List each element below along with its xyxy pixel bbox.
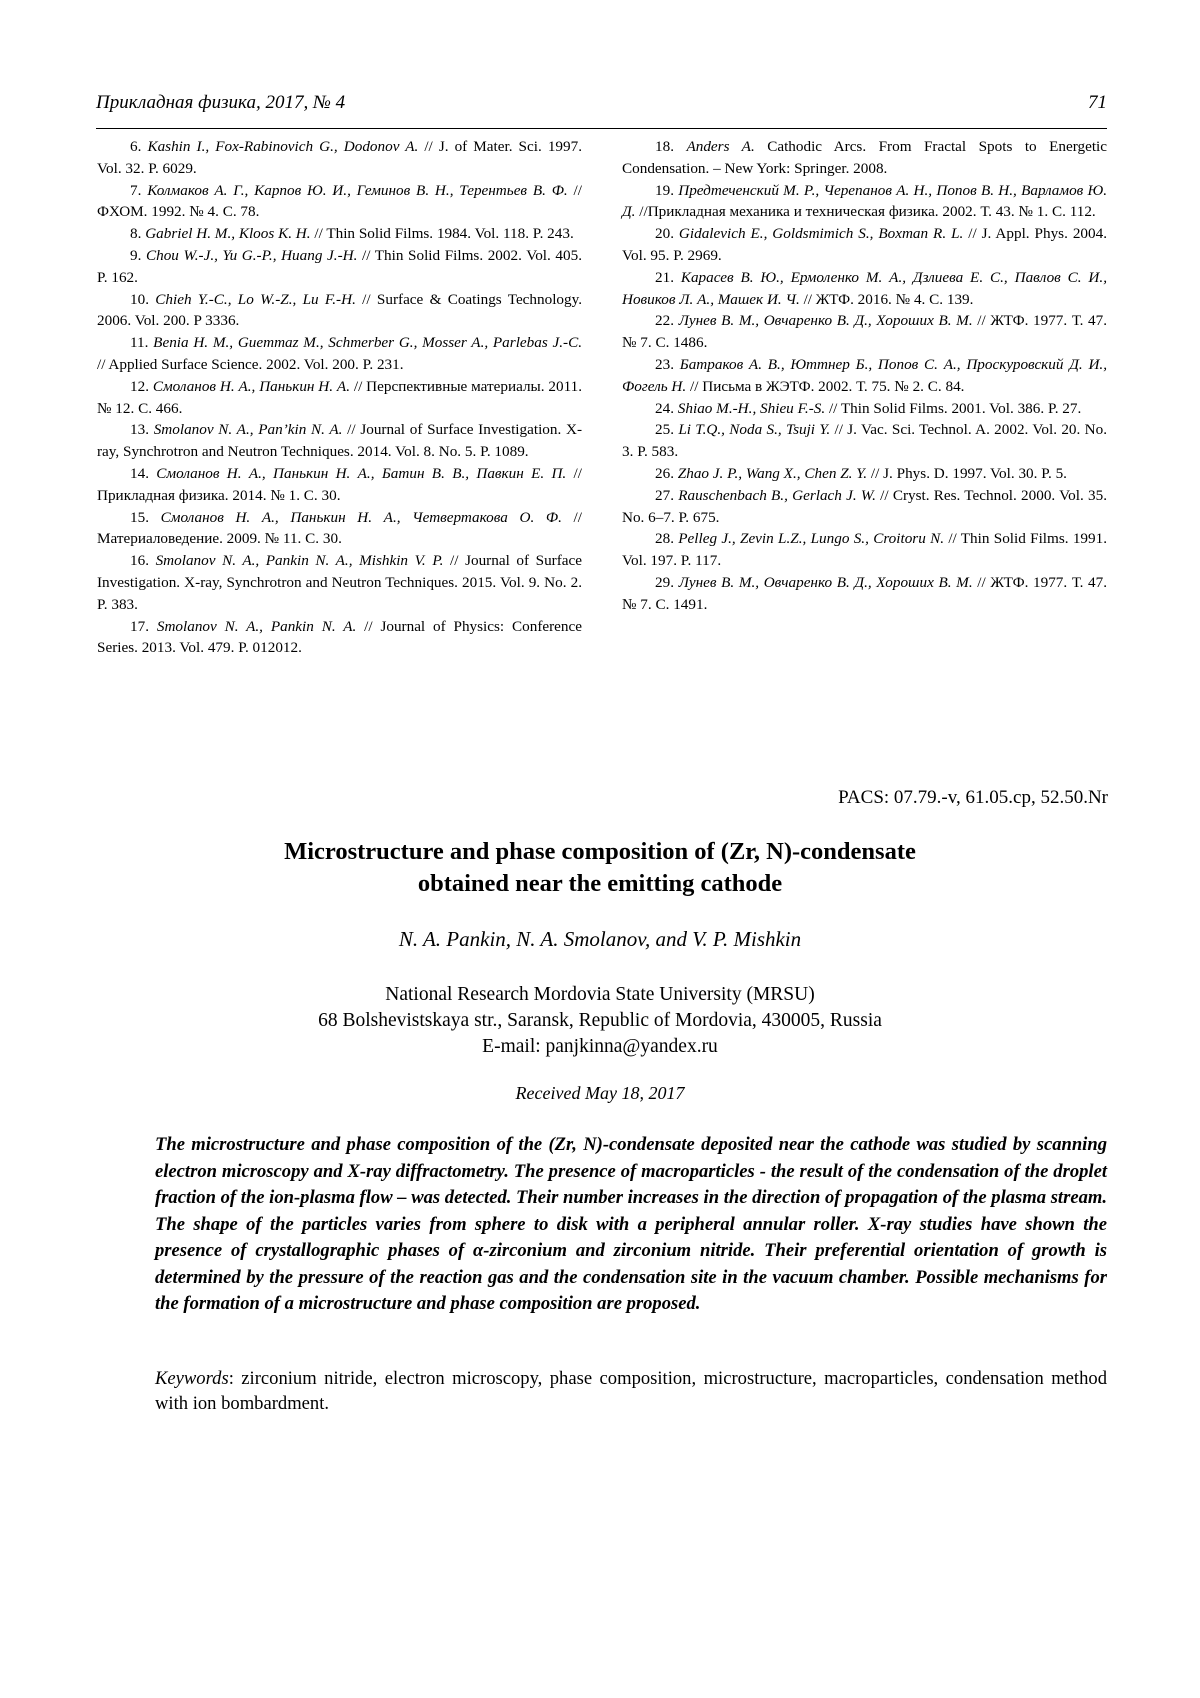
reference-source: // Thin Solid Films. 1984. Vol. 118. P. 243. <box>310 225 574 243</box>
reference-item <box>97 463 582 507</box>
journal-name: Прикладная физика, 2017, № 4 <box>96 92 346 113</box>
reference-source: // Thin Solid Films. 2001. Vol. 386. P. 27. <box>825 399 1082 417</box>
reference-item <box>97 376 582 420</box>
running-header <box>96 92 1107 129</box>
reference-item <box>622 180 1107 224</box>
reference-authors: Смоланов Н. А., Панькин Н. А., Батин В. В., Павкин Е. П. <box>156 464 567 482</box>
reference-authors: Benia H. M., Guemmaz M., Schmerber G., Mosser A., Parlebas J.-C. <box>153 334 583 352</box>
reference-item <box>622 528 1107 572</box>
reference-number: 13. <box>130 421 149 439</box>
reference-source: // Journal of Surface Investigation. X-ray, Synchrotron and Neutron Techniques. 2015. Vol. 9. No. 2. P. 383. <box>97 552 583 613</box>
reference-number: 21. <box>655 268 674 286</box>
references-left-column <box>97 136 582 659</box>
reference-authors: Shiao M.-H., Shieu F.-S. <box>677 399 826 417</box>
reference-authors: Pelleg J., Zevin L.Z., Lungo S., Croitoru N. <box>678 530 945 548</box>
reference-item <box>97 180 582 224</box>
reference-authors: Gidalevich E., Goldsmimich S., Boxman R. L. <box>678 225 964 243</box>
reference-authors: Smolanov N. A., Pan’kin N. A. <box>153 421 343 439</box>
page-number: 71 <box>1088 92 1107 113</box>
reference-item <box>97 289 582 333</box>
reference-source: // ЖТФ. 1977. Т. 47. № 7. С. 1486. <box>622 312 1107 352</box>
affiliation-address: 68 Bolshevistskaya str., Saransk, Republic of Mordovia, 430005, Russia <box>318 1010 882 1031</box>
reference-authors: Смоланов Н. А., Панькин Н. А. <box>152 377 351 395</box>
reference-number: 6. <box>130 138 142 155</box>
reference-source: // Cryst. Res. Technol. 2000. Vol. 35. No. 6–7. P. 675. <box>622 486 1107 526</box>
reference-authors: Предтеченский М. Р., Черепанов А. Н., Попов В. Н., Варламов Ю. Д. <box>622 181 1108 221</box>
reference-item <box>97 616 582 660</box>
reference-source: // Прикладная физика. 2014. № 1. С. 30. <box>97 464 582 504</box>
affiliation-email: E-mail: panjkinna@yandex.ru <box>482 1036 718 1057</box>
reference-number: 23. <box>655 355 674 373</box>
reference-authors: Li T.Q., Noda S., Tsuji Y. <box>678 421 831 439</box>
reference-source: // Journal of Surface Investigation. X-ray, Synchrotron and Neutron Techniques. 2014. Vol. 8. No. 5. P. 1089. <box>97 421 583 461</box>
reference-authors: Лунев В. М., Овчаренко В. Д., Хороших В. М. <box>678 573 973 591</box>
reference-source: // Thin Solid Films. 1991. Vol. 197. P. 117. <box>622 530 1107 570</box>
reference-number: 12. <box>130 377 149 395</box>
reference-item <box>97 136 582 180</box>
reference-source: // Thin Solid Films. 2002. Vol. 405. P. 162. <box>97 246 582 286</box>
reference-authors: Chou W.-J., Yu G.-P., Huang J.-H. <box>145 246 358 264</box>
reference-authors: Gabriel H. M., Kloos K. H. <box>145 225 311 243</box>
received-date: Received May 18, 2017 <box>515 1083 685 1103</box>
reference-authors: Anders A. <box>686 138 755 155</box>
reference-number: 18. <box>655 138 674 155</box>
affiliation <box>0 982 1200 1060</box>
reference-item <box>622 310 1107 354</box>
article-title-line: obtained near the emitting cathode <box>417 870 783 897</box>
article-authors: N. A. Pankin, N. A. Smolanov, and V. P. Mishkin <box>398 927 802 951</box>
article-title <box>0 836 1200 900</box>
reference-authors: Лунев В. М., Овчаренко В. Д., Хороших В. М. <box>678 312 973 330</box>
reference-source: // J. Vac. Sci. Technol. A. 2002. Vol. 20. No. 3. P. 583. <box>622 421 1107 461</box>
reference-source: // ЖТФ. 1977. Т. 47. № 7. С. 1491. <box>622 573 1107 613</box>
reference-authors: Колмаков А. Г., Карпов Ю. И., Геминов В. Н., Терентьев В. Ф. <box>147 181 568 199</box>
reference-item <box>622 419 1107 463</box>
reference-number: 16. <box>130 552 149 570</box>
reference-number: 14. <box>130 464 149 482</box>
reference-number: 22. <box>655 312 674 330</box>
reference-item <box>622 136 1107 180</box>
keywords-text: : zirconium nitride, electron microscopy, phase composition, microstructure, macroparticles, condensation method with ion bombardment. <box>155 1368 1107 1414</box>
reference-item <box>97 507 582 551</box>
reference-source: // Материаловедение. 2009. № 11. С. 30. <box>97 508 582 548</box>
reference-number: 26. <box>655 464 674 482</box>
reference-source: // ФХОМ. 1992. № 4. С. 78. <box>97 181 582 221</box>
reference-authors: Rauschenbach B., Gerlach J. W. <box>678 486 876 504</box>
reference-source: Cathodic Arcs. From Fractal Spots to Energetic Condensation. – New York: Springer. 2008. <box>622 138 1108 177</box>
reference-source: // J. Phys. D. 1997. Vol. 30. P. 5. <box>867 464 1067 482</box>
reference-source: // J. of Mater. Sci. 1997. Vol. 32. P. 6029. <box>97 138 582 177</box>
reference-number: 24. <box>655 399 674 417</box>
reference-authors: Chieh Y.-C., Lo W.-Z., Lu F.-H. <box>155 290 356 308</box>
reference-item <box>622 398 1107 420</box>
reference-number: 17. <box>130 617 149 635</box>
reference-item <box>622 267 1107 311</box>
reference-number: 25. <box>655 421 674 439</box>
reference-item <box>97 223 582 245</box>
reference-item <box>622 463 1107 485</box>
reference-source: // Journal of Physics: Conference Series. 2013. Vol. 479. P. 012012. <box>97 617 582 657</box>
affiliation-institution: National Research Mordovia State University (MRSU) <box>385 984 815 1005</box>
keywords <box>155 1366 1107 1416</box>
reference-source: // Applied Surface Science. 2002. Vol. 200. P. 231. <box>97 355 404 373</box>
reference-authors: Zhao J. P., Wang X., Chen Z. Y. <box>677 464 868 482</box>
reference-number: 7. <box>130 181 142 199</box>
reference-number: 11. <box>130 334 149 352</box>
reference-authors: Смоланов Н. А., Панькин Н. А., Четвертакова О. Ф. <box>160 508 562 526</box>
reference-authors: Kashin I., Fox-Rabinovich G., Dodonov A. <box>147 138 419 155</box>
reference-authors: Smolanov N. A., Pankin N. A., Mishkin V. P. <box>155 552 444 570</box>
reference-item <box>622 223 1107 267</box>
reference-number: 10. <box>130 290 149 308</box>
reference-authors: Карасев В. Ю., Ермоленко М. А., Дзлиева Е. С., Павлов С. И., Новиков Л. А., Машек И. Ч. <box>622 268 1107 308</box>
reference-number: 8. <box>130 225 142 243</box>
reference-item <box>97 332 582 376</box>
reference-item <box>622 354 1107 398</box>
reference-number: 9. <box>130 246 142 264</box>
article-title-line: Microstructure and phase composition of (Zr, N)-condensate <box>284 838 916 865</box>
keywords-label: Keywords <box>155 1368 229 1389</box>
reference-source: // J. Appl. Phys. 2004. Vol. 95. P. 2969. <box>622 225 1107 264</box>
reference-item <box>97 245 582 289</box>
references-right-column <box>622 136 1107 616</box>
reference-source: // ЖТФ. 2016. № 4. С. 139. <box>799 290 974 308</box>
reference-authors: Батраков А. В., Юттнер Б., Попов С. А., Проскуровский Д. И., Фогель Н. <box>622 355 1108 395</box>
reference-item <box>97 550 582 615</box>
reference-authors: Smolanov N. A., Pankin N. A. <box>156 617 357 635</box>
reference-source: // Surface & Coatings Technology. 2006. Vol. 200. P 3336. <box>97 290 583 330</box>
reference-number: 28. <box>655 530 674 548</box>
reference-number: 15. <box>130 508 149 526</box>
reference-item <box>622 485 1107 529</box>
reference-item <box>622 572 1107 616</box>
reference-number: 29. <box>655 573 674 591</box>
reference-source: // Перспективные материалы. 2011. № 12. С. 466. <box>97 377 583 417</box>
abstract: The microstructure and phase composition of the (Zr, N)-condensate deposited near the cathode was studied by scanning electron microscopy and X-ray diffractometry. The presence of macroparticles - the result of the condensation of the droplet fraction of the ion-plasma flow – was detected. Their number increases in the direction of propagation of the plasma stream. The shape of the particles varies from sphere to disk with a peripheral annular roller. X-ray studies have shown the presence of crystallographic phases of α-zirconium and zirconium nitride. Their preferential orientation of growth is determined by the pressure of the reaction gas and the condensation site in the vacuum chamber. Possible mechanisms for the formation of a microstructure and phase composition are proposed. <box>155 1134 1107 1314</box>
reference-item <box>97 419 582 463</box>
reference-number: 20. <box>655 225 674 243</box>
reference-source: //Прикладная механика и техническая физика. 2002. Т. 43. № 1. С. 112. <box>635 203 1096 221</box>
reference-number: 27. <box>655 486 674 504</box>
reference-number: 19. <box>655 181 674 199</box>
pacs-codes: PACS: 07.79.-v, 61.05.cp, 52.50.Nr <box>838 787 1108 808</box>
reference-source: // Письма в ЖЭТФ. 2002. Т. 75. № 2. С. 84. <box>686 377 965 395</box>
